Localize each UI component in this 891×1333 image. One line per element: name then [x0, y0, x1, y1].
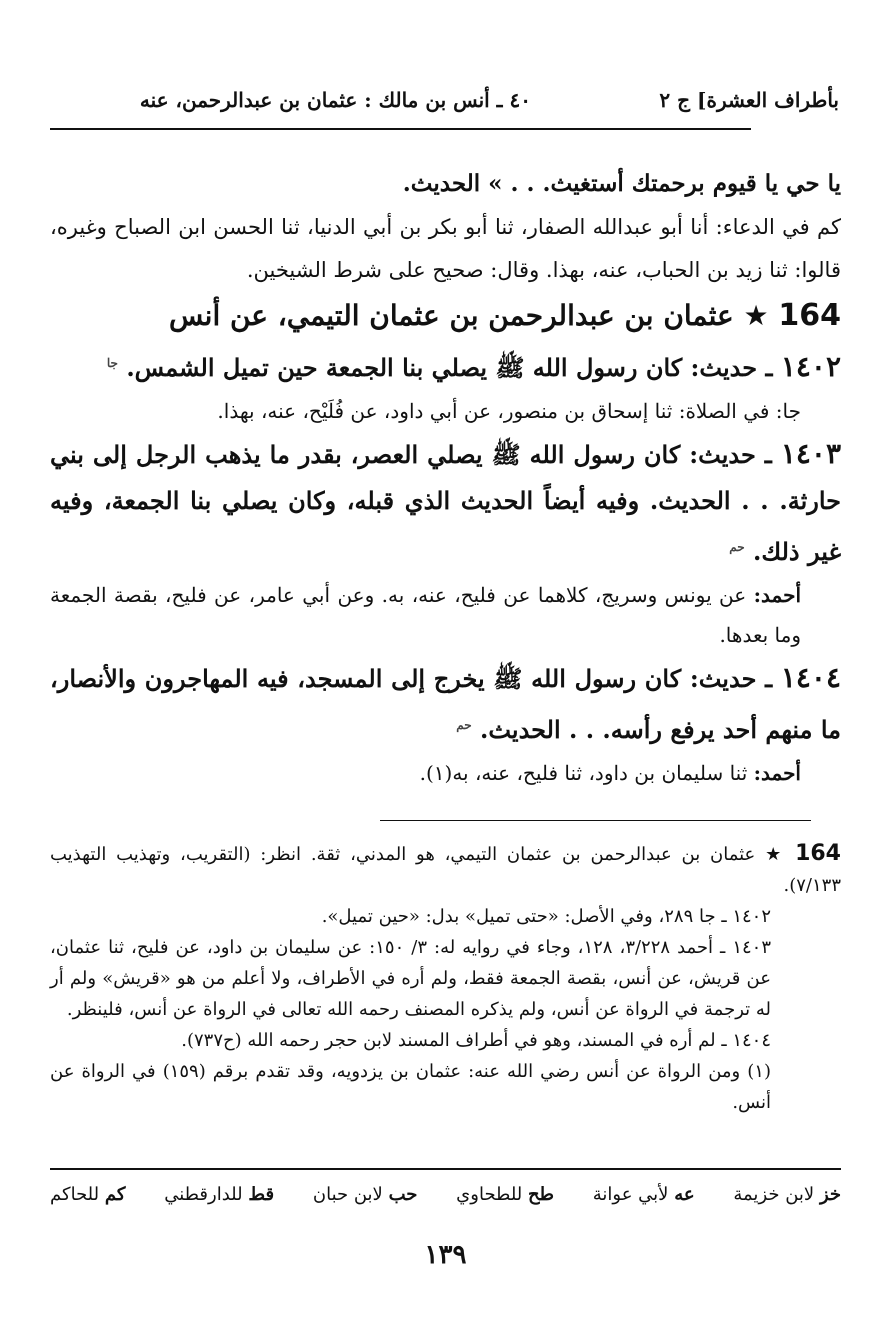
- abbreviation-key: [50, 1184, 841, 1205]
- source-text: ثنا سليمان بن داود، ثنا فليح، عنه، به(١).: [419, 761, 748, 785]
- note-1403: ١٤٠٣ ـ أحمد ٣/٢٢٨، ١٢٨، وجاء في روايه له: ٣/ ١٥٠: عن سليمان بن داود، عن فليح، ثنا عثمان، عن قريش، عن أنس، بقصة الجمعة فقط، ولم أره في الأطراف، ولا أعلم من هو «قريش» ولم أر له ترجمة في الرواة عن أنس، ولم يذكره المصنف رحمه الله تعالى في الرواة عن أنس، فلينظر.: [50, 937, 772, 1020]
- hadith-1402-source: جا: في الصلاة: ثنا إسحاق بن منصور، عن أبي داود، عن فُلَيْح، عنه، بهذا.: [217, 399, 801, 423]
- hadith-number: ١٤٠٣: [780, 437, 841, 470]
- note-1402: ١٤٠٢ ـ جا ٢٨٩، وفي الأصل: «حتى تميل» بدل: «حين تميل».: [321, 906, 771, 927]
- source-text: عن يونس وسريج، كلاهما عن فليح، عنه، به. وعن أبي عامر، عن فليح، بقصة الجمعة وما بعدها.: [50, 583, 801, 647]
- margin-siglum: حم: [456, 718, 472, 732]
- star-icon: ★: [765, 844, 786, 865]
- key-item: حب لابن حبان: [312, 1184, 418, 1205]
- key-item: عه لأبي عوانة: [592, 1184, 695, 1205]
- key-item: قط للدارقطني: [164, 1184, 275, 1205]
- running-header-right: بأطراف العشرة] ج ٢: [659, 88, 839, 112]
- hadith-number: ١٤٠٤: [780, 661, 841, 694]
- running-header-left: ٤٠ ـ أنس بن مالك : عثمان بن عبدالرحمن، عنه: [139, 88, 531, 112]
- page-number: ١٣٩: [424, 1240, 467, 1270]
- note-1: (١) ومن الرواة عن أنس رضي الله عنه: عثمان بن يزدويه، وقد تقدم برقم (١٥٩) في الرواة عن أنس.: [50, 1061, 771, 1113]
- hadith-number: ١٤٠٢: [780, 350, 841, 383]
- note-164: [50, 838, 841, 901]
- margin-siglum: حم: [729, 540, 745, 554]
- note-number: 164: [795, 841, 841, 866]
- hadith-text: ـ حديث: كان رسول الله ﷺ يصلي بنا الجمعة حين تميل الشمس.: [126, 353, 773, 382]
- footnote-rule: [380, 820, 811, 821]
- margin-siglum: جا: [106, 356, 118, 370]
- header-rule: [50, 128, 751, 130]
- hadith-text: ـ حديث: كان رسول الله ﷺ يخرج إلى المسجد، فيه المهاجرون والأنصار، ما منهم أحد يرفع رأسه. . . الحديث.: [50, 664, 841, 744]
- entry-heading: [50, 294, 841, 338]
- source-paragraph: كم في الدعاء: أنا أبو عبدالله الصفار، ثنا أبو بكر بن أبي الدنيا، ثنا الحسن ابن الصباح وغيره، قالوا: ثنا زيد بن الحباب، عنه، بهذا. وقال: صحيح على شرط الشيخين.: [50, 215, 841, 282]
- hadith-1403-source: [50, 575, 841, 655]
- hadith-continuation: يا حي يا قيوم برحمتك أستغيث. . . » الحديث.: [402, 170, 841, 197]
- entry-number: 164: [778, 298, 841, 333]
- hadith-text: ـ حديث: كان رسول الله ﷺ يصلي العصر، بقدر ما يذهب الرجل إلى بني حارثة. . . الحديث. وفيه أيضاً الحديث الذي قبله، وكان يصلي بنا الجمعة، وفيه غير ذلك.: [50, 440, 841, 566]
- key-item: طح للطحاوي: [456, 1184, 554, 1205]
- footnotes: [50, 838, 841, 1118]
- key-rule: [50, 1168, 841, 1170]
- hadith-1403: [50, 431, 841, 575]
- hadith-1402: [50, 340, 841, 391]
- hadith-1404: [50, 655, 841, 753]
- source-abbr: أحمد:: [753, 761, 801, 785]
- source-abbr: أحمد:: [753, 583, 802, 607]
- key-item: خز لابن خزيمة: [733, 1184, 841, 1205]
- key-item: كم للحاكم: [50, 1184, 126, 1205]
- hadith-1404-source: [50, 753, 841, 793]
- star-icon: ★: [743, 299, 769, 332]
- note-1404: ١٤٠٤ ـ لم أره في المسند، وهو في أطراف المسند لابن حجر رحمه الله (ح٧٣٧).: [181, 1030, 771, 1051]
- entry-name: عثمان بن عبدالرحمن بن عثمان التيمي، عن أنس: [168, 299, 734, 332]
- note-text: عثمان بن عبدالرحمن بن عثمان التيمي، هو المدني، ثقة. انظر: (التقريب، وتهذيب التهذيب ٧/١٣٣).: [50, 844, 841, 896]
- main-text: [50, 162, 841, 793]
